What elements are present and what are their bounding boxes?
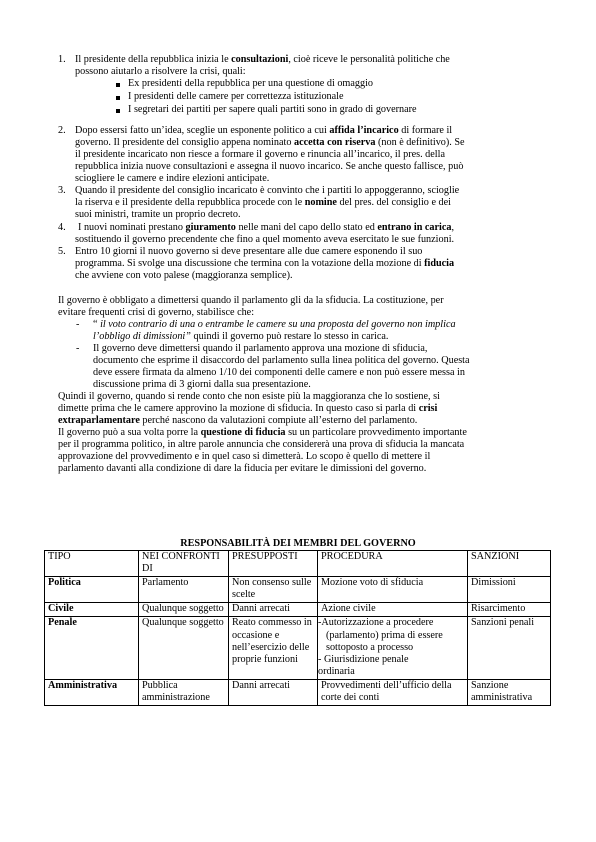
- square-bullet-icon: [116, 96, 120, 100]
- paragraph-line: approvazione del provvedimento e in quel caso si dimetterà. Lo scopo è quello di mettere il: [58, 451, 431, 462]
- step-number: 2.: [58, 125, 66, 136]
- bullet-item: Ex presidenti della repubblica per una questione di omaggio: [128, 78, 373, 89]
- dash-item-line: deve essere firmata da almeno 1/10 dei componenti delle camere e non può essere messa in: [93, 367, 465, 378]
- cell-tipo: Civile: [45, 603, 139, 617]
- step-number: 3.: [58, 185, 66, 196]
- procedura-line: (parlamento) prima di essere: [326, 629, 443, 641]
- square-bullet-icon: [116, 109, 120, 113]
- cell-sanzioni: Sanzioni penali: [468, 617, 551, 679]
- cell-tipo: Amministrativa: [45, 679, 139, 705]
- step-text: che avviene con voto palese (maggioranza semplice).: [75, 270, 293, 281]
- header-cell: PRESUPPOSTI: [229, 551, 318, 577]
- quote-line: l’obbligo di dimissioni” quindi il governo può restare lo stesso in carica.: [93, 331, 389, 342]
- step-text: possono aiutarlo a risolvere la crisi, quali:: [75, 66, 246, 77]
- cell-presupposti: Reato commesso in occasione e nell’esercizio delle proprie funzioni: [229, 617, 318, 679]
- header-cell: TIPO: [45, 551, 139, 577]
- step-text: Entro 10 giorni il nuovo governo si deve presentare alle due camere esponendo il suo: [75, 246, 423, 257]
- cell-tipo: Penale: [45, 617, 139, 679]
- step-text: programma. Si svolge una discussione che termina con la votazione della mozione di fiducia: [75, 258, 455, 269]
- step-text: governo. Il presidente del consiglio appena nominato accetta con riserva (non è definitivo). Se: [75, 137, 465, 148]
- table-header-row: [45, 551, 551, 577]
- header-cell: NEI CONFRONTI DI: [139, 551, 229, 577]
- dash-item-line: documento che esprime il disaccordo del parlamento sulla linea politica del governo. Questa: [93, 355, 470, 366]
- paragraph-line: dimette prima che le camere approvino la mozione di sfiducia. In questo caso si parla di crisi: [58, 403, 438, 414]
- procedura-line: -Autorizzazione a procedere: [318, 617, 434, 629]
- step-text: sostituendo il governo precendente che fino a quel momento aveva esercitato le sue funzioni.: [75, 234, 455, 245]
- cell-presupposti: Danni arrecati: [229, 603, 318, 617]
- header-cell: PROCEDURA: [318, 551, 468, 577]
- paragraph-line: Quindi il governo, quando si rende conto che non esiste più la maggioranza che lo sostiene, si: [58, 391, 440, 402]
- cell-sanzioni: Risarcimento: [468, 603, 551, 617]
- bullet-item: I presidenti delle camere per correttezza istituzionale: [128, 91, 344, 102]
- cell-sanzioni: Sanzione amministrativa: [468, 679, 551, 705]
- step-number: 1.: [58, 54, 66, 65]
- step-text: repubblica inizia nuove consultazioni e assegna il nuovo incarico. Se anche questo fallisce, può: [75, 161, 464, 172]
- table-row: [45, 617, 551, 679]
- cell-nei-confronti: Pubblica amministrazione: [139, 679, 229, 705]
- cell-procedura: [318, 617, 468, 679]
- cell-procedura: Azione civile: [318, 603, 468, 617]
- header-cell: SANZIONI: [468, 551, 551, 577]
- cell-procedura: Mozione voto di sfiducia: [318, 577, 468, 603]
- dash-marker: -: [76, 319, 80, 330]
- step-text: sciogliere le camere e indire elezioni anticipate.: [75, 173, 270, 184]
- step-number: 4.: [58, 222, 66, 233]
- procedura-line: ordinaria: [318, 665, 355, 677]
- cell-nei-confronti: Parlamento: [139, 577, 229, 603]
- dash-item-line: Il governo deve dimettersi quando il parlamento approva una mozione di sfiducia,: [93, 343, 428, 354]
- paragraph-line: per il programma politico, in altre parole annuncia che considererà una prova di sfiducia la mancata: [58, 439, 465, 450]
- cell-procedura: Provvedimenti dell’ufficio della corte dei conti: [318, 679, 468, 705]
- paragraph-line: Il governo è obbligato a dimettersi quando il parlamento gli da la sfiducia. La costituzione, per: [58, 295, 444, 306]
- paragraph-line: parlamento davanti alla condizione di dare la fiducia per evitare le dimissioni del governo.: [58, 463, 427, 474]
- cell-presupposti: Danni arrecati: [229, 679, 318, 705]
- dash-item-line: discussione prima di 3 giorni dalla sua presentazione.: [93, 379, 311, 390]
- step-text: Dopo essersi fatto un’idea, sceglie un esponente politico a cui affida l’incarico di formare il: [75, 125, 453, 136]
- step-text: la riserva e il presidente della repubblica procede con le nomine del pres. del consiglio e dei: [75, 197, 451, 208]
- cell-presupposti: Non consenso sulle scelte: [229, 577, 318, 603]
- dash-marker: -: [76, 343, 80, 354]
- cell-nei-confronti: Qualunque soggetto: [139, 603, 229, 617]
- table-title: RESPONSABILITÀ DEI MEMBRI DEL GOVERNO: [180, 538, 416, 549]
- step-text: suoi ministri, tramite un proprio decreto.: [75, 209, 241, 220]
- table-row: [45, 577, 551, 603]
- procedura-line: sottoposto a processo: [326, 641, 414, 653]
- square-bullet-icon: [116, 83, 120, 87]
- procedura-line: - Giurisdizione penale: [318, 653, 409, 665]
- paragraph-line: evitare frequenti crisi di governo, stabilisce che:: [58, 307, 255, 318]
- step-text: Il presidente della repubblica inizia le consultazioni, cioè riceve le personalità politiche che: [75, 54, 450, 65]
- cell-sanzioni: Dimissioni: [468, 577, 551, 603]
- quote-line: “ il voto contrario di una o entrambe le camere su una proposta del governo non implica: [93, 319, 456, 330]
- paragraph-line: extraparlamentare perché nascono da valutazioni compiute all’esterno del parlamento.: [58, 415, 418, 426]
- bullet-item: I segretari dei partiti per sapere quali partiti sono in grado di governare: [128, 104, 417, 115]
- paragraph-line: Il governo può a sua volta porre la questione di fiducia su un particolare provvedimento importante: [58, 427, 467, 438]
- cell-nei-confronti: Qualunque soggetto: [139, 617, 229, 679]
- table-row: [45, 603, 551, 617]
- table-row: [45, 679, 551, 705]
- step-text: il presidente incaricato non riesce a formare il governo e rinuncia all’incarico, il pres. della: [75, 149, 445, 160]
- cell-tipo: Politica: [45, 577, 139, 603]
- responsibility-table: [44, 550, 551, 706]
- step-number: 5.: [58, 246, 66, 257]
- step-text: I nuovi nominati prestano giuramento nelle mani del capo dello stato ed entrano in carica,: [78, 222, 455, 233]
- step-text: Quando il presidente del consiglio incaricato è convinto che i partiti lo appoggeranno, scioglie: [75, 185, 460, 196]
